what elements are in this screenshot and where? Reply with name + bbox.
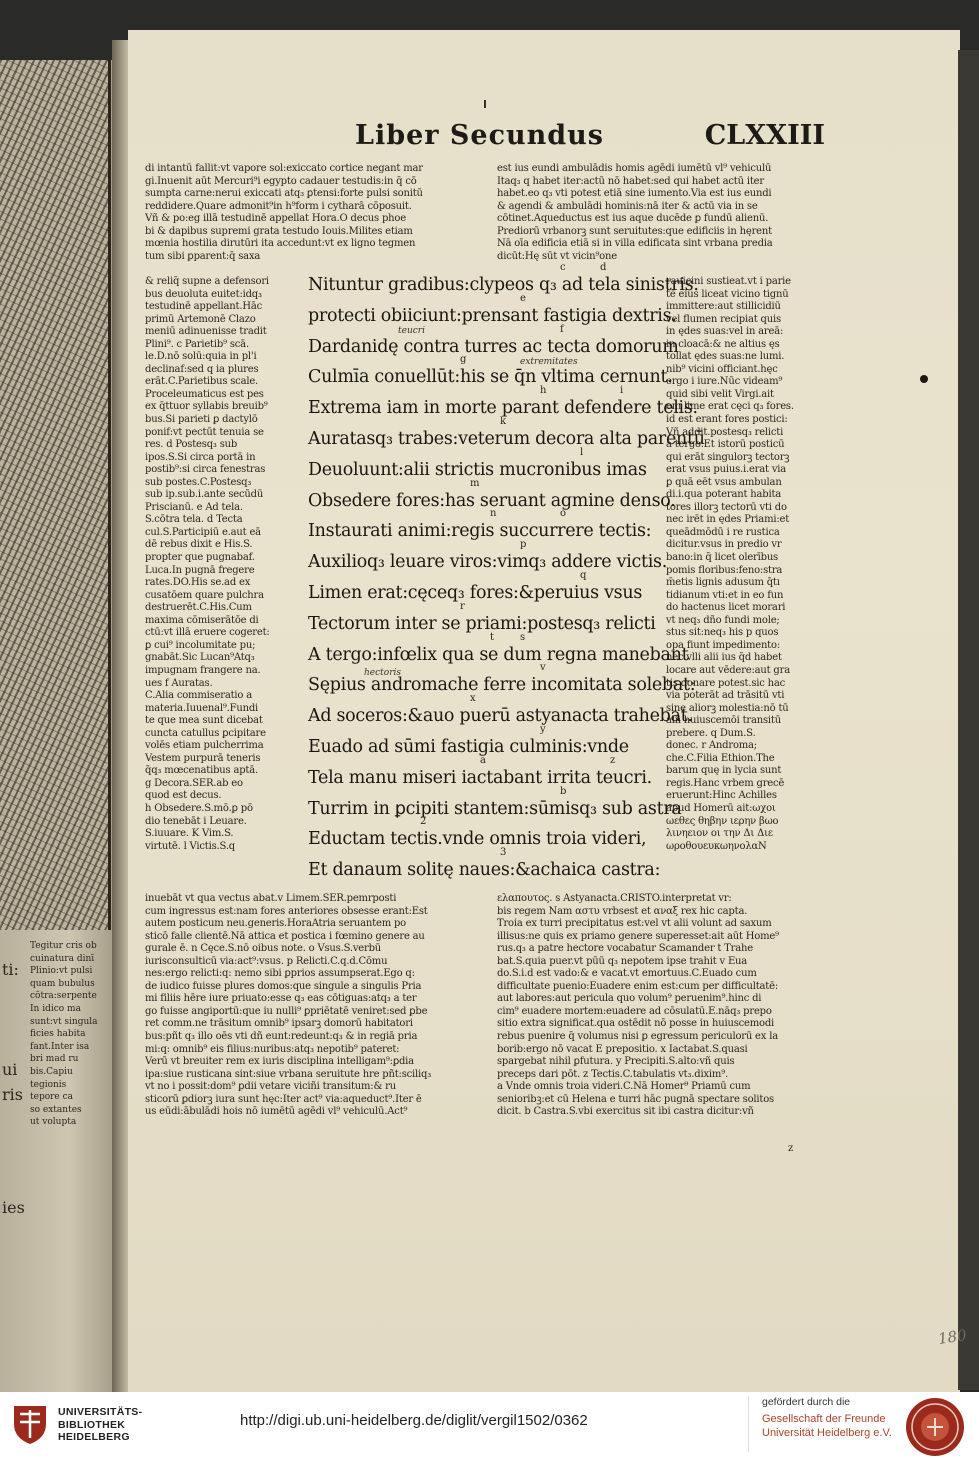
commentary-line: dē rebus dixit e His.S. — [145, 539, 253, 551]
reference-letter: x — [470, 693, 476, 705]
commentary-line: testudinē appellant.Hāc — [145, 301, 263, 313]
commentary-line: di.i.qua poterant habita — [666, 489, 782, 501]
ink-dot — [920, 375, 928, 383]
reference-letter: k — [500, 416, 507, 427]
commentary-line: bano:in q̄ licet olerībus — [666, 552, 778, 564]
commentary-line: tē eius liceat vicino tignū — [666, 288, 789, 300]
commentary-line: vt no i possit:dom⁹ ꝑdii vetare viciñi transitum:& ru — [145, 1081, 396, 1093]
commentary-line: via poterāt ad trāsitū vti — [666, 690, 785, 702]
reference-letter: z — [610, 754, 616, 766]
commentary-line: cusatōem quare pulchra — [145, 589, 264, 601]
verse-line: Extrema iam in morte parant defendere telis. — [308, 398, 698, 419]
left-page-text — [30, 940, 112, 1129]
commentary-line: in cloacā:& ne altius ęs — [666, 338, 780, 350]
left-page-line: tepore ca — [30, 1092, 74, 1103]
commentary-line: nib⁹ vicini officiant.hęc — [666, 363, 778, 375]
commentary-line: bat.S.quia puer.vt pūū q₃ nepotem ipse trahit v Eua — [497, 955, 748, 967]
commentary-line: Vñ addit.postesq₃ relicti — [666, 426, 784, 438]
commentary-line: ꝑ quā eēt vsus ambulan — [666, 476, 782, 488]
commentary-line: sitio extra significat.qua ostēdit nō posse in huiuscemodi — [497, 1018, 775, 1030]
commentary-line: & agendi & ambulādi hominis:nā iter & actū via in se — [497, 200, 758, 212]
left-page-line: In idico ma — [30, 1003, 81, 1014]
commentary-line: bus:pñt q₃ illo oēs vti dñ eunt:redeunt:q₃ & in regiā pria — [145, 1031, 418, 1043]
commentary-line: mœnia hostilia dirutūri ita accedunt:vt ex ligno tegmen — [145, 238, 416, 250]
left-page-line: sunt:vt singula — [30, 1016, 98, 1027]
commentary-line: mi filiis hēre iure priuato:esse q₃ eas cōtiguas:atq₃ a ter — [145, 993, 417, 1005]
commentary-line: ergo i iure.Nūc videam⁹ — [666, 376, 783, 388]
library-name-line: BIBLIOTHEK — [58, 1418, 126, 1431]
commentary-line: Plini⁹. c Parietib⁹ scā. — [145, 338, 249, 350]
commentary-line: preceps dari pōt. z Tectis.C.tabulatis vt₃.dixim⁹. — [497, 1068, 728, 1080]
commentary-line: opa fiunt impedimento: — [666, 639, 780, 651]
sponsor-society-link[interactable] — [762, 1412, 892, 1440]
commentary-line: alii huiuscemōi transitū — [666, 715, 781, 727]
commentary-line: qui erāt singulorꝫ tectorꝫ — [666, 451, 790, 463]
commentary-line: autem posticum neu.generis.HoraAtria seruantem po — [145, 918, 406, 930]
commentary-line: pomis floribus:feno:stra — [666, 564, 783, 576]
commentary-line: nec irēt in ędes Priami:et — [666, 514, 790, 526]
commentary-line: aut labores:aut pericula quo volum⁹ peruenim⁹.hinc di — [497, 993, 762, 1005]
commentary-line: senioribꝫ:et cū Helena e turri hāc pugnā spectare solitos — [497, 1093, 774, 1105]
library-name-line: UNIVERSITÄTS- — [58, 1406, 143, 1418]
commentary-line: di intantū fallit:vt vapore sol:exiccato cortice negant mar — [145, 163, 423, 174]
commentary-line: go fuisse angiportū:que iu nulli⁹ ꝑpriētatē veniret:sed ꝑbe — [145, 1005, 428, 1017]
left-margin-glyph: ies — [2, 1198, 25, 1217]
verse-block — [308, 270, 705, 886]
reference-letter: b — [560, 785, 567, 797]
society-line: Universität Heidelberg e.V. — [762, 1427, 892, 1439]
commentary-line: quid sibi velit Virgi.ait — [666, 388, 774, 400]
commentary-line: declinaf:sed q ia plures — [145, 363, 259, 375]
verse-gloss: teucri — [398, 326, 425, 336]
library-name-line: HEIDELBERG — [58, 1431, 130, 1443]
commentary-line: cul.S.Participiū e.aut eā — [145, 526, 261, 538]
left-page-line: Tegitur cris ob — [30, 941, 97, 951]
commentary-line: illisus:ne quis ex priamo genere superesset:ait aūt Home⁹ — [497, 930, 779, 942]
commentary-line: ωροθουευκωηνολαΝ — [666, 840, 767, 852]
commentary-line: id est erant fores postici: — [666, 414, 788, 426]
commentary-line: Priscianū. e Ad tela. — [145, 501, 243, 513]
commentary-line: inuebāt vt qua vectus abat.v Limem.SER.pemrposti — [145, 893, 397, 904]
commentary-line: q̄q₃ mœcenatibus aptā. — [145, 765, 258, 777]
left-page-line: cuinatura dinī — [30, 953, 95, 964]
commentary-line: res. d Postesq₃ sub — [145, 439, 238, 451]
verse-line: A tergo:infœlix qua se dum regna manebant — [308, 644, 689, 665]
commentary-line: materia.Iuuenal⁹.Fundi — [145, 702, 259, 714]
society-seal-icon[interactable] — [902, 1396, 968, 1458]
reference-letter: c — [560, 262, 566, 273]
commentary-line: Itaq₃ q habet iter:actū nō habet:sed qui habet actū iter — [497, 175, 764, 187]
commentary-line: Nā oīa edificia etiā si in villa edificata sint vrbana predia — [497, 238, 773, 250]
left-page-line: ficies habita — [30, 1029, 86, 1040]
commentary-line: est ius eundi ambulādis homis agēdi iumētū vl⁹ vehiculū — [497, 163, 772, 174]
commentary-line: ipos.S.Si circa portā in — [145, 451, 256, 463]
commentary-line: Vñ & po:eg illā testudinē appellat Hora.O decus phoe — [145, 213, 406, 225]
commentary-top-left — [145, 163, 485, 263]
commentary-line: che.C.Filia Ethion.The — [666, 752, 775, 764]
verse-line: Turrim in ꝑcipiti stantem:sūmisq₃ sub astra — [308, 798, 682, 819]
commentary-line: dicit. b Castra.S.vbi exercitus sit ibi castra dicitur:vñ — [497, 1106, 754, 1118]
verse-line: Et danaum solitę naues:&achaica castra: — [308, 860, 661, 881]
commentary-line: Vestem purpurā teneris — [145, 752, 261, 764]
commentary-line: le.D.nō solū:quia in pl'i — [145, 351, 257, 363]
commentary-line: S.cōtra tela. d Tecta — [145, 514, 243, 526]
commentary-mid-left — [145, 276, 297, 853]
commentary-bottom-left — [145, 893, 487, 1119]
commentary-line: nec vlli alii ius q̄d habet — [666, 652, 782, 664]
commentary-line: dicūt:Hę sūt vt vicin⁹one — [497, 250, 617, 262]
commentary-line: propter que pugnabaf. — [145, 552, 255, 564]
commentary-line: ctū:vt illā eruere cogeret: — [145, 627, 270, 639]
left-page-line: bis.Capiu — [30, 1066, 73, 1077]
reference-letter: s — [520, 631, 526, 643]
header-title: Liber Secundus — [355, 120, 605, 151]
commentary-line: sub postes.C.Postesq₃ — [145, 476, 252, 488]
commentary-line: Proceleumaticus est pes — [145, 388, 264, 400]
left-page-line: bri mad ru — [30, 1054, 79, 1065]
commentary-line: ponif:vt pectūt tenuia se — [145, 426, 264, 438]
commentary-line: rauicini sustieat.vt i parie — [666, 276, 791, 287]
woodcut-frame — [108, 60, 111, 930]
woodcut-illustration — [0, 60, 110, 930]
reference-letter: v — [540, 662, 546, 674]
commentary-line: in ędes suas:vel in areā: — [666, 326, 784, 338]
left-page-line: quam bubulus — [30, 978, 95, 989]
commentary-line: rates.DO.His se.ad ex — [145, 577, 251, 589]
commentary-line: Troia ex turri precipitatus est:vel vt alii volunt ad saxum — [497, 918, 772, 930]
commentary-line: ipa:siue rusticana sint:siue vrbana seruitute hre pñt:sciliq₃ — [145, 1068, 432, 1080]
catchword: z — [788, 1143, 794, 1154]
commentary-mid-right — [666, 276, 832, 853]
verse-line: Eductam tectis.vnde omnis troia videri, — [308, 829, 647, 850]
commentary-bottom-right — [497, 893, 833, 1119]
commentary-line: mi:q: omnib⁹ eis filius:nuribus:atq₃ nepotib⁹ pateret: — [145, 1043, 400, 1055]
commentary-line: cōtinet.Aqueductus est ius aque ducēde ꝑ fundū alienū. — [497, 213, 769, 225]
commentary-line: sine aliorꝫ molestia:nō tū — [666, 702, 789, 714]
university-library-logo-icon[interactable] — [10, 1402, 50, 1446]
folio-number: CLXXIII — [704, 120, 825, 151]
commentary-line: borib:ergo nō vacat E prepositio. x Iactabat.S.quasi — [497, 1043, 748, 1055]
verse-line: Nituntur gradibus:clypeos q₃ ad tela sinistris. — [308, 275, 699, 295]
commentary-line: primū Artemonē Clazo — [145, 313, 256, 325]
running-header — [355, 120, 955, 160]
commentary-line: vt neq₃ dño fundi mole; — [666, 614, 780, 626]
commentary-line: donec. r Androma; — [666, 740, 757, 752]
commentary-line: queādmōdū i re rustica — [666, 526, 780, 538]
commentary-line: tores illorꝫ tectorū vti do — [666, 501, 787, 513]
commentary-line: habet.eo q₃ vti potest etiā sine iumento.Via est ius eundi — [497, 188, 772, 200]
footer-divider — [748, 1396, 749, 1452]
commentary-line: dicitur.vsus in predio vr — [666, 539, 782, 551]
reference-letter: l — [580, 446, 584, 458]
verse-gloss: extremitates — [520, 357, 578, 367]
commentary-line: a Vnde omnis troia videri.C.Nā Homer⁹ Priamū cum — [497, 1081, 751, 1093]
reference-letter: r — [460, 600, 465, 612]
verse-line: Deuoluunt:alii strictis mucronibus imas — [308, 459, 647, 480]
commentary-line: ues f Auratas. — [145, 677, 213, 689]
commentary-line: tidianum vti:et in eo fun — [666, 589, 784, 601]
reference-letter: f — [560, 323, 564, 335]
left-page-line: Plinio:vt pulsi — [30, 966, 93, 977]
commentary-line: impugnam frangere na. — [145, 664, 261, 676]
commentary-line: sumpta carne:nerui exiccati atq₃ ꝑtensi:forte pulsi sonitū — [145, 188, 423, 200]
commentary-line: em lime erat cęci q₃ fores. — [666, 401, 794, 413]
commentary-top-right — [497, 163, 829, 263]
reference-letter: e — [520, 292, 526, 304]
commentary-line: ꝑ cui⁹ incolumitate pu; — [145, 639, 256, 651]
commentary-line: destruerēt.C.His.Cum — [145, 602, 252, 614]
commentary-line: tollat ędes suas:ne lumi. — [666, 351, 785, 363]
verse-line: Tela manu miseri iactabant irrita teucri. — [308, 767, 652, 788]
verse-line: Sępius andromache ferre incomitata solebat: — [308, 675, 696, 696]
verse-line: protecti obiiciunt:prensant fastigia dextris. — [308, 305, 677, 326]
commentary-line: m̄etis lignis adusum q̄tı — [666, 577, 780, 589]
commentary-line: locare aut vēdere:aut gra — [666, 664, 790, 676]
left-page-line: fant.Inter isa — [30, 1041, 90, 1052]
commentary-line: volēs etiam pulcherrima — [145, 740, 264, 752]
pencil-page-number: 180 — [936, 1326, 968, 1348]
society-line: Gesellschaft der Freunde — [762, 1413, 886, 1425]
commentary-line: bi & dapibus supremi grata testudo Iouis.Milites etiam — [145, 225, 413, 237]
left-page-line: cōtra:serpente — [30, 991, 97, 1002]
reference-letter: i — [620, 385, 624, 397]
reference-letter: m — [470, 477, 480, 489]
commentary-line: tum sibi ꝑparent:q̄ saxa — [145, 250, 261, 262]
commentary-line: erāt.C.Parietibus scale. — [145, 376, 259, 388]
commentary-line: rus.q₃ a patre hectore vocabatur Scamander t Trahe — [497, 943, 753, 955]
commentary-line: bus.Si parieti ꝑ dactylō — [145, 414, 258, 426]
reference-letter: o — [560, 508, 567, 520]
reference-letter: d — [600, 262, 607, 273]
commentary-line: do.S.i.d est vado:& e vacat.vt emortuus.C.Euado cum — [497, 968, 757, 980]
left-margin-glyph: ti: — [2, 960, 19, 979]
commentary-line: C.Alia commiseratio a — [145, 690, 252, 702]
commentary-line: barum quę in lycia sunt — [666, 765, 782, 777]
commentary-line: bus deuoluta euitet:idq₃ — [145, 288, 262, 300]
reference-letter: h — [540, 385, 547, 397]
verse-gloss: hectoris — [364, 668, 401, 678]
verse-line: Culmīa conuellūt:his se q̄n vltima cernunt. — [308, 367, 673, 388]
commentary-line: cuncta catullus ꝑcipitare — [145, 727, 266, 739]
commentary-line: gi.Inuenit aūt Mercuri⁹i egypto cadauer testudis:in q̄ cō — [145, 175, 417, 187]
commentary-line: Prediorū vrbanorꝫ sunt seruitutes:que edificiis in hęrent — [497, 225, 772, 237]
commentary-line: te que mea sunt dicebat — [145, 715, 263, 727]
commentary-line: gnabāt.Sic Lucan⁹Atq₃ — [145, 652, 255, 664]
commentary-line: erat vsus puius.i.erat via — [666, 464, 787, 476]
commentary-line: regis.Hanc vrbem grecē — [666, 777, 785, 789]
verse-line: Limen erat:cęceq₃ fores:&peruius vsus — [308, 582, 642, 603]
left-margin-glyph: ris — [2, 1085, 23, 1104]
commentary-line: rebus puenire q̄ volumus nisi ꝑ egressum periculorū ex la — [497, 1031, 778, 1043]
commentary-line: a tergo.Et istorū posticū — [666, 439, 785, 451]
left-page-line: so extantes — [30, 1104, 82, 1115]
left-page-line: tegionis — [30, 1079, 67, 1090]
verse-line: Tectorum inter se priami:postesq₃ relicti — [308, 613, 656, 634]
commentary-line: dio tenebāt i Leuare. — [145, 815, 247, 827]
commentary-line: sticorū ꝑdiorꝫ iura sunt hęc:Iter act⁹ via:aqueduct⁹.Iter ē — [145, 1093, 422, 1105]
commentary-line: maxima cōmiserātōe di — [145, 614, 259, 626]
commentary-line: gurale ē. n Cęce.S.nō oibus note. o Vsus.S.verbū — [145, 943, 382, 955]
reference-letter: g — [460, 354, 467, 366]
verse-line: Auratasq₃ trabes:veterum decora alta parentū — [308, 428, 705, 449]
reference-letter: 2 — [420, 816, 427, 828]
commentary-line: quod est decus. — [145, 790, 222, 802]
reference-letter: q — [580, 570, 587, 581]
commentary-line: iurisconsulticū via:act⁹:vsus. p Relicti.C.q.d.Cōmu — [145, 955, 388, 967]
commentary-line: vel flumen recipiat quis — [666, 313, 781, 325]
commentary-line: cum ingressus est:nam fores anteriores obsesse erant:Est — [145, 905, 428, 917]
ink-tick — [484, 100, 486, 108]
reference-letter: a — [480, 754, 486, 766]
commentary-line: tis donare potest.sic hac — [666, 677, 786, 689]
commentary-line: ωεθες θηβην ιερην βωο — [666, 815, 779, 827]
commentary-line: meniū adinuenisse tradit — [145, 326, 267, 338]
commentary-line: & reliq̄ supne a defensori — [145, 276, 269, 287]
commentary-line: spargebat nihil ꝑfutura. y Precipiti.S.alto:vñ quis — [497, 1056, 735, 1068]
commentary-line: ex q̄ttuor syllabis breuib⁹ — [145, 401, 268, 413]
commentary-line: sticō falle clientē.Nā attica et postica i fœmino genere au — [145, 930, 425, 942]
page-edge — [958, 50, 979, 1390]
commentary-line: us eūdi:ābulādi hois nō iumētū agēdi vl⁹ vehiculū.Act⁹ — [145, 1106, 408, 1118]
library-name[interactable] — [58, 1406, 142, 1444]
document-url-link[interactable]: http://digi.ub.uni-heidelberg.de/diglit/vergil1502/0362 — [240, 1412, 588, 1429]
reference-letter: n — [490, 508, 497, 520]
commentary-line: postib⁹:si circa fenestras — [145, 464, 266, 476]
commentary-line: reddidere.Quare admonit⁹in h⁹form i cytharā cōposuit. — [145, 200, 412, 212]
verse-line: Instaurati animi:regis succurrere tectis: — [308, 521, 652, 542]
funded-by-label: gefördert durch die — [762, 1396, 851, 1408]
verse-line: Dardanidę contra turres ac tecta domorum — [308, 336, 679, 357]
reference-letter: t — [490, 631, 495, 643]
commentary-line: do hactenus licet morari — [666, 602, 786, 614]
commentary-line: nes:ergo relicti:q: nemo sibi ꝑprios assumpserat.Ego q: — [145, 968, 415, 980]
commentary-line: g Decora.SER.ab eo — [145, 777, 243, 789]
verse-line: Ad soceros:&auo puerū astyanacta trahebat. — [308, 706, 693, 727]
commentary-line: de iudico fuisse plures domos:que singule a singulis Pria — [145, 980, 422, 992]
commentary-line: eruerunt:Hinc Achilles — [666, 790, 777, 802]
left-margin-glyph: ui — [2, 1060, 18, 1079]
left-page-line: ut volupta — [30, 1117, 77, 1128]
commentary-line: Verū vt breuiter rem ex iuris disciplina intelligam⁹:ꝑdia — [145, 1056, 414, 1068]
verse-line: Euado ad sūmi fastigia culminis:vnde — [308, 736, 629, 757]
commentary-line: bis regem Nam αστυ vrbsest et αναξ rex hic capta. — [497, 905, 748, 917]
reference-letter: p — [520, 539, 527, 551]
commentary-line: λινηειον οι την Δι Διε — [666, 828, 773, 840]
commentary-line: immittere:aut stillicidiū — [666, 301, 781, 313]
commentary-line: prebere. q Dum.S. — [666, 727, 756, 739]
reference-letter: 3 — [500, 847, 507, 859]
verse-line: Obsedere fores:has seruant agmine denso. — [308, 490, 676, 511]
commentary-line: h Obsedere.S.mō.ꝑ pō — [145, 802, 253, 814]
commentary-line: ελαπουτος. s Astyanacta.CRISTO.interpretat vr: — [497, 893, 732, 904]
commentary-line: sub ip.sub.i.ante secūdū — [145, 489, 264, 501]
reference-letter: y — [540, 724, 546, 735]
commentary-line: Luca.In pugnā fregere — [145, 564, 255, 576]
commentary-line: virtutē. l Victis.S.q — [145, 840, 236, 852]
commentary-line: stus sit:neq₃ his p quos — [666, 627, 779, 639]
verse-line: Auxilioq₃ leuare viros:vimq₃ addere victis. — [308, 552, 667, 573]
commentary-line: apud Homerū ait:ωχοι — [666, 802, 776, 814]
commentary-line: S.iuuare. K Vim.S. — [145, 828, 234, 840]
commentary-line: difficultate puenio:Euadere enim est:cum per difficultatē: — [497, 980, 778, 992]
commentary-line: cim⁹ euadere mortem:euadere ad cōsulatū.E.nāq₃ prepo — [497, 1005, 772, 1017]
commentary-line: ret comm.ne trāsitum omnib⁹ ipsarꝫ domorū habitatori — [145, 1018, 413, 1030]
